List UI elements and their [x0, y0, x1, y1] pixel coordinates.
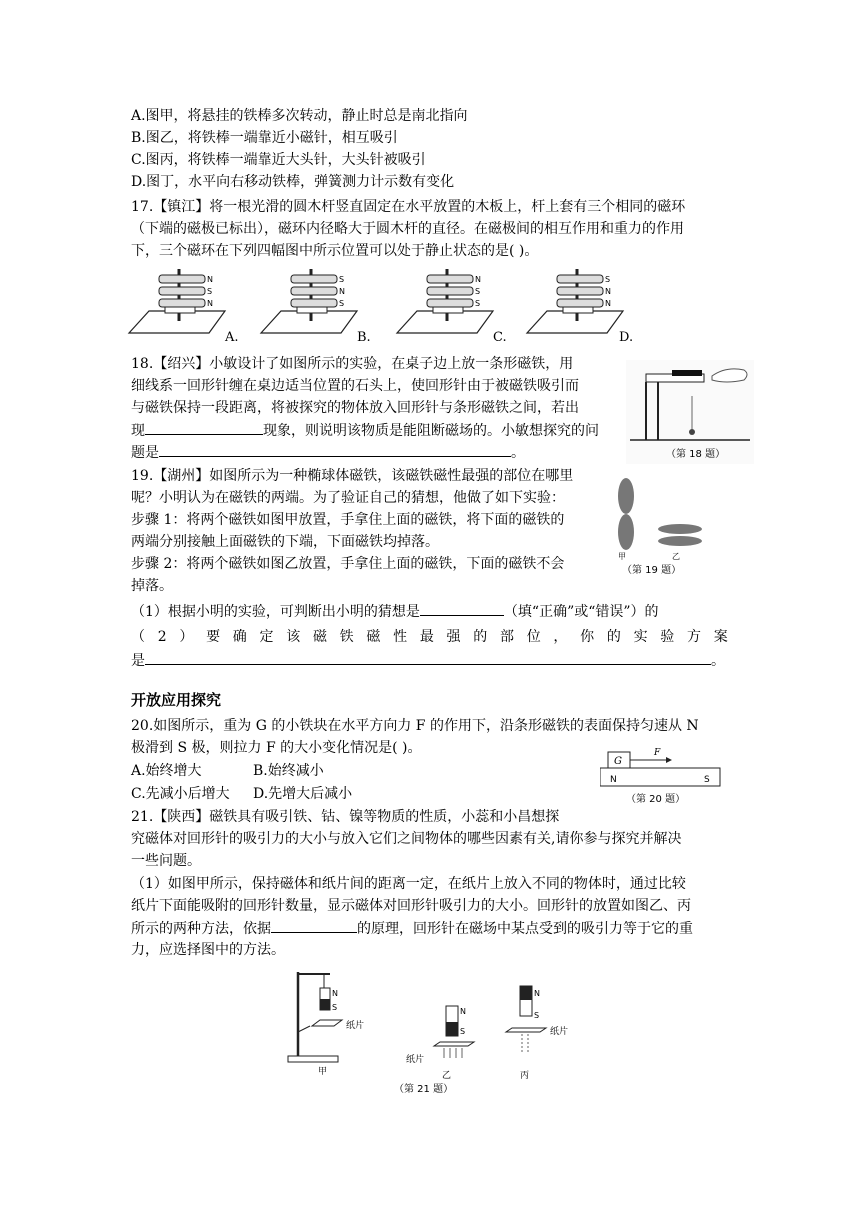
q19-sub-2-char: 案: [713, 629, 728, 645]
q19-sub-2-char: 该: [286, 629, 301, 645]
q21-line-1: 21.【陕西】磁铁具有吸引铁、钴、镍等物质的性质，小蕊和小昌想探: [131, 809, 560, 825]
q20-caption: （第 20 题）: [626, 794, 686, 805]
q18-figure: [626, 360, 754, 464]
q18-line-4: [131, 420, 599, 441]
q17-line-2: （下端的磁极已标出），磁环内径略大于圆木杆的直径。在磁极间的相互作用和重力的作用: [131, 221, 684, 237]
q21-label-jia: 甲: [318, 1067, 328, 1077]
q21-jia-paper: 纸片: [346, 1021, 365, 1031]
q19-sub-2-char: 磁: [366, 629, 381, 645]
q17-d-pole-1: S: [605, 275, 611, 284]
q19-caption: （第 19 题）: [622, 565, 682, 576]
q19-sub-2-char: 磁: [312, 629, 327, 645]
q19-line-5: 步骤 2：将两个磁铁如图乙放置，手拿住上面的磁铁，下面的磁铁不会: [131, 556, 565, 572]
q17-c-pole-1: N: [475, 275, 481, 284]
q19-sub-2: [131, 627, 728, 647]
q19-sub-1: [131, 601, 659, 622]
q17-b-pole-3: S: [339, 299, 345, 308]
q21-line-6: [131, 918, 693, 939]
q19-sub-2-char: 最: [419, 629, 434, 645]
q19-sub-2-char: （: [131, 629, 145, 645]
q19-sub-2-char: 位: [526, 629, 541, 645]
section-title: 开放应用探究: [131, 691, 222, 709]
q20-figure: [600, 742, 724, 808]
q21-yi-paper: 纸片: [406, 1055, 425, 1065]
q19-label-jia: 甲: [618, 552, 626, 561]
q19-sub-2-char: 2: [157, 629, 167, 645]
q17-choice-b: B.: [357, 330, 371, 345]
q21-bing-s: S: [534, 1011, 540, 1020]
q21-label-bing: 丙: [520, 1071, 530, 1081]
q17-stand-c: [397, 269, 507, 345]
q19-sub-2-char: 方: [687, 629, 702, 645]
q19-sub-2-char: 部: [499, 629, 514, 645]
q17-choice-a: A.: [225, 330, 239, 345]
q20-line-1: 20.如图所示，重为 G 的小铁块在水平方向力 F 的作用下，沿条形磁铁的表面保持匀速从 N: [131, 718, 699, 734]
q20-option-d: D.先增大后减小: [253, 786, 353, 802]
q17-stand-a: [129, 269, 239, 345]
q21-label-yi: 乙: [442, 1071, 452, 1081]
q21-line-5: 纸片下面能吸附的回形针数量，显示磁体对回形针吸引力的大小。回形针的放置如图乙、丙: [131, 898, 691, 914]
q17-c-pole-2: S: [475, 287, 481, 296]
q20-options-row-2: [131, 784, 352, 804]
q20-option-a: A.始终增大: [131, 763, 202, 779]
q19-sub-2-char: 实: [633, 629, 648, 645]
q21-line-6-end: 的原理，回形针在磁场中某点受到的吸引力等于它的重: [357, 921, 693, 937]
q19-sub-2-end: [131, 650, 725, 671]
q19-sub-2-char: ，: [553, 629, 568, 645]
q18-answer-blank-2[interactable]: [159, 442, 511, 457]
q21-figure: [284, 966, 584, 1096]
q17-choice-d: D.: [619, 330, 634, 345]
q17-a-pole-2: S: [207, 287, 213, 296]
q17-a-pole-1: N: [207, 275, 213, 284]
q19-sub-1-end: （填“正确”或“错误”）的: [503, 604, 659, 620]
q19-sub-2-char: ）: [179, 629, 194, 645]
q19-sub-1-start: （1）根据小明的实验，可判断出小明的猜想是: [131, 604, 420, 620]
q18-line-5-start: 题是: [131, 445, 159, 461]
q18-line-4-end: 现象，则说明该物质是能阻断磁场的。小敏想探究的问: [263, 423, 599, 439]
q20-option-c: C.先减小后增大: [131, 786, 230, 802]
q19-sub-2-char: 你: [580, 629, 595, 645]
q19-line-6: 掉落。: [131, 578, 173, 594]
q16-option-b: B.图乙，将铁棒一端靠近小磁针，相互吸引: [131, 130, 398, 146]
q19-sub-2-char: 强: [446, 629, 461, 645]
q18-line-2: 细线系一回形针缠在桌边适当位置的石头上，使回形针由于被磁铁吸引而: [131, 378, 579, 394]
q17-line-1: 17.【镇江】将一根光滑的圆木杆竖直固定在水平放置的木板上，杆上套有三个相同的磁环: [131, 199, 686, 215]
q21-line-4: （1）如图甲所示，保持磁体和纸片间的距离一定，在纸片上放入不同的物体时，通过比较: [131, 876, 686, 892]
q20-line-2: 极滑到 S 极，则拉力 F 的大小变化情况是( )。: [131, 740, 422, 756]
q17-line-3: 下，三个磁环在下列四幅图中所示位置可以处于静止状态的是( )。: [131, 243, 539, 259]
q20-fig-f: F: [654, 748, 661, 758]
q21-setup-bing: [506, 986, 568, 1081]
q20-fig-n: N: [610, 775, 617, 785]
q16-option-a: A.图甲，将悬挂的铁棒多次转动，静止时总是南北指向: [131, 108, 468, 124]
q21-line-2: 究磁体对回形针的吸引力的大小与放入它们之间物体的哪些因素有关,请你参与探究并解决: [131, 831, 682, 847]
q19-sub-2-char: 要: [206, 629, 221, 645]
q17-c-pole-3: S: [475, 299, 481, 308]
q19-sub-2-char: 性: [393, 629, 408, 645]
q19-sub-2-char: 确: [232, 629, 247, 645]
q18-caption: （第 18 题）: [666, 449, 726, 460]
q21-bing-n: N: [534, 989, 540, 998]
q19-sub-2-end-start: 是: [131, 653, 145, 669]
q19-sub-2-end-end: 。: [711, 653, 725, 669]
q20-option-b: B.始终减小: [253, 763, 324, 779]
q17-choice-c: C.: [493, 330, 507, 345]
q19-answer-blank-1[interactable]: [420, 601, 504, 616]
q21-setup-yi: [406, 1006, 474, 1081]
q18-answer-blank-1[interactable]: [145, 420, 263, 435]
q19-sub-2-char: 的: [606, 629, 621, 645]
q19-answer-blank-2[interactable]: [145, 650, 711, 665]
q18-line-5: [131, 442, 525, 463]
q18-line-4-start: 现: [131, 423, 145, 439]
q21-stand-jia: [288, 972, 364, 1077]
q21-line-6-start: 所示的两种方法，依据: [131, 921, 271, 937]
q19-figure: [612, 472, 712, 580]
q19-sub-2-char: 定: [259, 629, 274, 645]
q18-line-5-end: 。: [511, 445, 525, 461]
q18-line-1: 18.【绍兴】小敏设计了如图所示的实验，在桌子边上放一条形磁铁，用: [131, 356, 574, 372]
q16-option-d: D.图丁，水平向右移动铁棒，弹簧测力计示数有变化: [131, 174, 455, 190]
q17-figure-row: [125, 263, 645, 345]
q17-stand-d: [527, 269, 633, 345]
q19-sub-2-char: 铁: [339, 629, 354, 645]
q17-d-pole-3: N: [605, 299, 611, 308]
q21-caption: （第 21 题）: [394, 1084, 454, 1095]
q21-jia-n: N: [332, 989, 338, 998]
q21-jia-s: S: [332, 1003, 338, 1012]
q19-label-yi: 乙: [672, 552, 680, 561]
q21-yi-s: S: [460, 1027, 466, 1036]
q17-b-pole-2: N: [339, 287, 345, 296]
q17-d-pole-2: N: [605, 287, 611, 296]
q19-sub-2-char: 的: [473, 629, 488, 645]
q16-option-c: C.图丙，将铁棒一端靠近大头针，大头针被吸引: [131, 152, 426, 168]
q17-a-pole-3: N: [207, 299, 213, 308]
q20-options-row-1: [131, 761, 324, 781]
q20-fig-g: G: [614, 756, 622, 767]
q21-line-3: 一些问题。: [131, 853, 201, 869]
q19-line-1: 19.【湖州】如图所示为一种椭球体磁铁，该磁铁磁性最强的部位在哪里: [131, 468, 574, 484]
q21-bing-paper: 纸片: [550, 1027, 569, 1037]
q20-fig-s: S: [704, 775, 710, 785]
q19-line-4: 两端分别接触上面磁铁的下端，下面磁铁均掉落。: [131, 534, 439, 550]
q19-line-2: 呢？小明认为在磁铁的两端。为了验证自己的猜想，他做了如下实验：: [131, 490, 565, 506]
q19-sub-2-char: 验: [660, 629, 675, 645]
q19-line-3: 步骤 1：将两个磁铁如图甲放置，手拿住上面的磁铁，将下面的磁铁的: [131, 512, 565, 528]
q18-line-3: 与磁铁保持一段距离，将被探究的物体放入回形针与条形磁铁之间，若出: [131, 400, 579, 416]
q21-yi-n: N: [460, 1007, 466, 1016]
q17-stand-b: [261, 269, 371, 345]
q21-line-7: 力，应选择图中的方法。: [131, 942, 285, 958]
q21-answer-blank-1[interactable]: [271, 918, 357, 933]
q17-b-pole-1: S: [339, 275, 345, 284]
